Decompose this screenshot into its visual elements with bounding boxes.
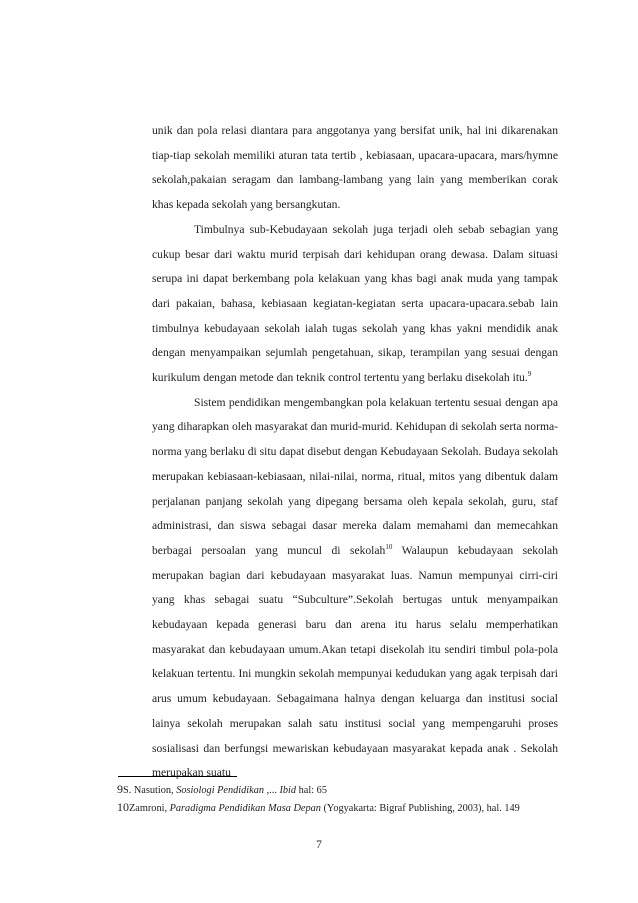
footnote-middle: ,... bbox=[264, 785, 280, 796]
footnote-title: Paradigma Pendidikan Masa Depan bbox=[169, 803, 321, 814]
footnote-ref-10: 10 bbox=[385, 543, 393, 552]
paragraph-2-text: Timbulnya sub-Kebudayaan sekolah juga terjadi oleh sebab sebagian yang cukup besar dari waktu murid terpisah dari kehidupan orang dewasa. Dalam situasi serupa ini dapat berkembang pola kelakuan yang khas bagi anak muda yang tampak dari pakaian, bahasa, kebiasaan kegiatan-kegiatan serta upacara-upacara.sebab lain timbulnya kebudayaan sekolah ialah tugas sekolah yang khas yakni mendidik anak dengan menyampaikan sejumlah pengetahuan, sikap, terampilan yang sesuai dengan kurikulum dengan metode dan teknik control tertentu yang berlaku disekolah itu. bbox=[152, 222, 558, 385]
footnote-title: Sosiologi Pendidikan bbox=[176, 785, 265, 796]
paragraph-3-text-a: Sistem pendidikan mengembangkan pola kelakuan tertentu sesuai dengan apa yang diharapkan oleh masyarakat dan murid-murid. Kehidupan di sekolah serta norma-norma yang berlaku di situ dapat disebut dengan Kebudayaan Sekolah. Budaya sekolah merupakan kebiasaan-kebiasaan, nilai-nilai, norma, ritual, mitos yang dibentuk dalam perjalanan panjang sekolah yang dipegang bersama oleh kepala sekolah, guru, staf administrasi, dan siswa sebagai dasar mereka dalam memahami dan memecahkan berbagai persoalan yang muncul di sekolah bbox=[152, 395, 558, 557]
footnote-separator bbox=[118, 776, 237, 777]
footnotes bbox=[117, 781, 587, 817]
paragraph-2 bbox=[152, 218, 558, 391]
footnote-ibid: Ibid bbox=[279, 785, 297, 796]
footnote-9 bbox=[117, 781, 587, 799]
footnote-suffix: hal: 65 bbox=[296, 785, 327, 796]
footnote-prefix: S. Nasution, bbox=[123, 785, 177, 796]
body-text bbox=[152, 119, 558, 786]
paragraph-1-text: unik dan pola relasi diantara para anggotanya yang bersifat unik, hal ini dikarenakan tiap-tiap sekolah memiliki aturan tata tertib , kebiasaan, upacara-upacara, mars/hymne sekolah,pakaian seragam dan lambang-lambang yang lain yang memberikan corak khas kepada sekolah yang bersangkutan. bbox=[152, 124, 558, 212]
footnote-middle: (Yogyakarta: Bigraf Publishing, 2003), hal. 149 bbox=[320, 803, 520, 814]
page-number: 7 bbox=[316, 839, 322, 851]
footnote-ref-9: 9 bbox=[527, 370, 532, 379]
footnote-10 bbox=[117, 799, 587, 817]
paragraph-3-text-b: Walaupun kebudayaan sekolah merupakan bagian dari kebudayaan masyarakat luas. Namun mempunyai cirri-ciri yang khas sebagai suatu “Subculture”.Sekolah bertugas untuk menyampaikan kebudayaan kepada generasi baru dan arena itu harus selalu memperhatikan masyarakat dan kebudayaan umum.Akan tetapi disekolah itu sendiri timbul pola-pola kelakuan tertentu. Ini mungkin sekolah mempunyai kedudukan yang agak terpisah dari arus umum kebudayaan. Sebagaimana halnya dengan keluarga dan institusi social lainya sekolah merupakan salah satu institusi social yang mempengaruhi proses sosialisasi dan berfungsi mewariskan kebudayaan masyarakat kepada anak . Sekolah merupakan suatu bbox=[152, 543, 558, 780]
paragraph-1 bbox=[152, 119, 558, 218]
footnote-prefix: Zamroni, bbox=[129, 803, 170, 814]
paragraph-3 bbox=[152, 391, 558, 786]
footnote-number: 10 bbox=[117, 800, 129, 814]
footnote-number: 9 bbox=[117, 782, 123, 796]
